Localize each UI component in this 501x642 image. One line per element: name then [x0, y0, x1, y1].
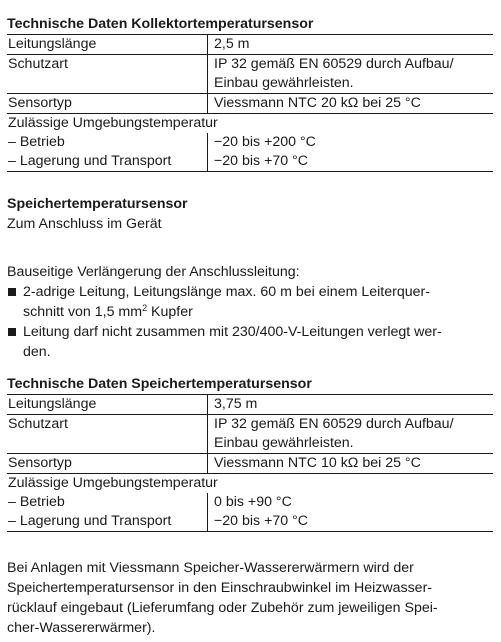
section-title: Speichertemperatursensor	[7, 196, 188, 212]
paragraph-line: Bei Anlagen mit Viessmann Speicher-Wassererwärmern wird der	[7, 560, 414, 576]
spec-value-line: IP 32 gemäß EN 60529 durch Aufbau/	[214, 56, 454, 72]
spec-value: 0 bis +90 °C	[214, 494, 292, 510]
spec-table	[7, 34, 493, 172]
list-item	[7, 322, 493, 362]
spec-label: Sensortyp	[7, 94, 208, 114]
spec-value: −20 bis +200 °C	[214, 134, 316, 150]
spec-value: Viessmann NTC 10 kΩ bei 25 °C	[208, 454, 494, 474]
spec-label: Schutzart	[7, 55, 208, 94]
paragraph-line: Speichertemperatursensor in den Einschraubwinkel im Heizwasser-	[7, 580, 433, 596]
closing-paragraph	[7, 558, 493, 638]
spec-value	[208, 55, 494, 94]
spec-value: −20 bis +70 °C	[208, 152, 494, 172]
bullet-line: den.	[23, 344, 51, 360]
collector-sensor-specs	[7, 14, 493, 172]
bullet-line: 2-adrige Leitung, Leitungslänge max. 60 m bei einem Leiterquer-	[23, 284, 430, 300]
spec-label: – Lagerung und Transport	[7, 512, 208, 532]
spec-value-line: Einbau gewährleisten.	[214, 75, 354, 91]
list-item	[7, 282, 493, 322]
paragraph-line: cher-Wassererwärmer).	[7, 620, 156, 636]
spec-label: Sensortyp	[7, 454, 208, 474]
bullet-line: schnitt von 1,5 $mm^2$ Kupfer	[23, 303, 193, 320]
bullet-list	[7, 282, 493, 362]
ambient-temperature-label: Zulässige Umgebungstemperatur	[7, 114, 493, 134]
spec-value: −20 bis +70 °C	[208, 512, 494, 532]
section-subtitle: Zum Anschluss im Gerät	[7, 216, 162, 232]
ambient-temperature-label: Zulässige Umgebungstemperatur	[7, 474, 493, 494]
spec-label: Schutzart	[7, 415, 208, 454]
spec-value-line: Einbau gewährleisten.	[214, 435, 354, 451]
section-title: Technische Daten Speichertemperatursensor	[7, 376, 312, 392]
spec-value: Viessmann NTC 20 kΩ bei 25 °C	[208, 94, 494, 114]
storage-sensor-specs	[7, 374, 493, 532]
spec-label: Leitungslänge	[7, 35, 208, 55]
bullet-square-icon	[8, 328, 16, 336]
spec-value: 3,75 m	[208, 395, 494, 415]
section-title: Technische Daten Kollektortemperatursensor	[7, 16, 314, 32]
extension-notes	[7, 262, 493, 362]
bullet-square-icon	[8, 288, 16, 296]
paragraph-line: rücklauf eingebaut (Lieferumfang oder Zubehör zum jeweiligen Spei-	[7, 600, 438, 616]
spec-value: 2,5 m	[208, 35, 494, 55]
bullet-line: Leitung darf nicht zusammen mit 230/400-V-Leitungen verlegt wer-	[23, 324, 442, 340]
spec-label: – Betrieb	[7, 133, 208, 152]
spec-label: Leitungslänge	[7, 395, 208, 415]
spec-value	[208, 415, 494, 454]
spec-value-line: IP 32 gemäß EN 60529 durch Aufbau/	[214, 416, 454, 432]
spec-table	[7, 394, 493, 532]
spec-label: – Lagerung und Transport	[7, 152, 208, 172]
spec-label: – Betrieb	[7, 493, 208, 512]
storage-sensor-intro	[7, 194, 188, 234]
intro-text: Bauseitige Verlängerung der Anschlussleitung:	[7, 264, 300, 280]
